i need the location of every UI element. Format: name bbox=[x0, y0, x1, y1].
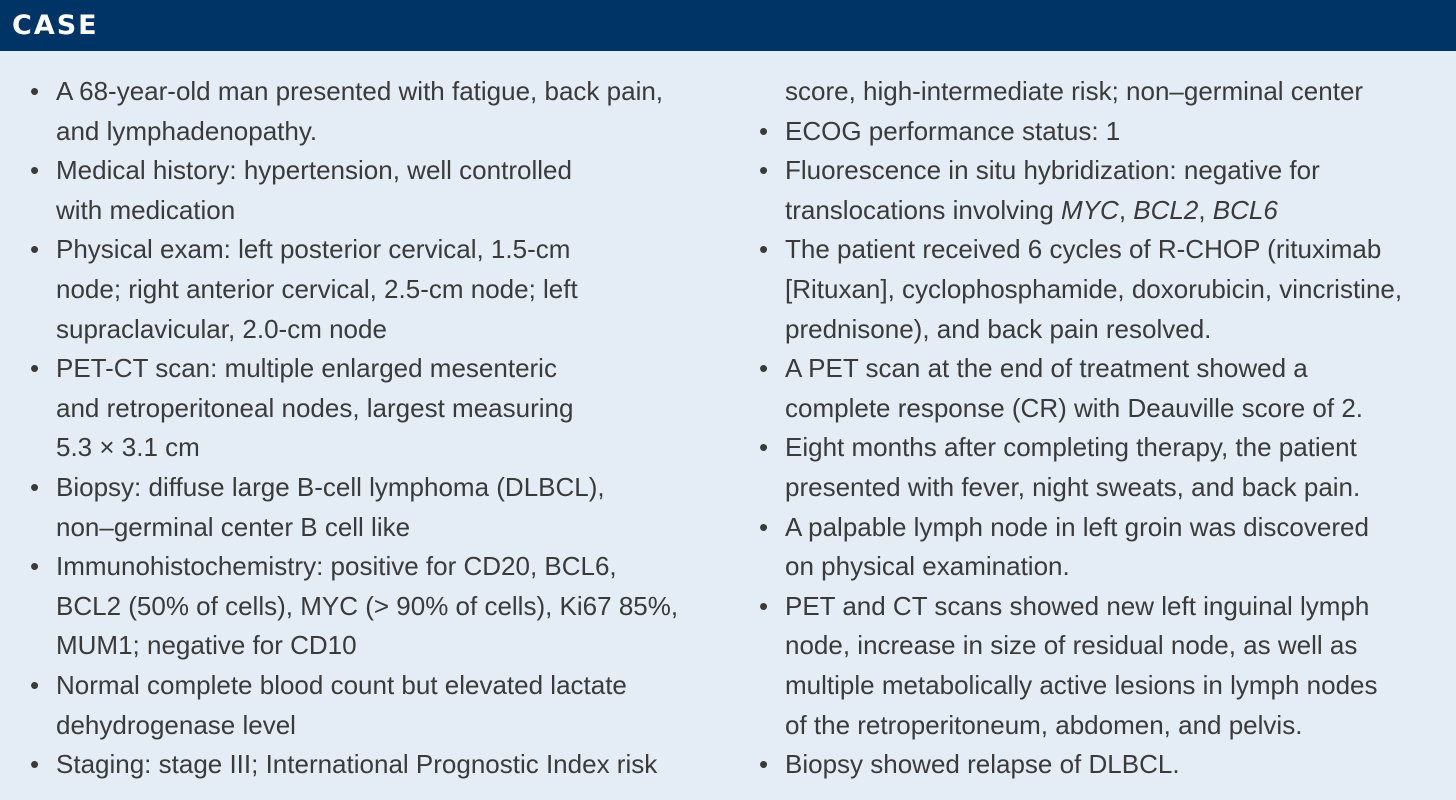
list-item-pet-ct-relapse: • PET and CT scans showed new left inguinal lymph node, increase in size of residual node, as well as multiple metabolically active lesions in lymph nodes of the retroperitoneum, abdomen, and pelvis. bbox=[759, 587, 1449, 745]
list-item-pet-ct: • PET-CT scan: multiple enlarged mesenteric and retroperitoneal nodes, largest measuring 5.3 × 3.1 cm bbox=[30, 349, 720, 468]
list-item-medical-history: • Medical history: hypertension, well controlled with medication bbox=[30, 151, 720, 230]
list-item-relapse-symptoms: • Eight months after completing therapy, the patient presented with fever, night sweats, and back pain. bbox=[759, 428, 1449, 507]
list-item-staging-continued: score, high-intermediate risk; non–germinal center bbox=[785, 76, 1364, 106]
list-item-fish: • Fluorescence in situ hybridization: negative for translocations involving MYC, BCL2, BCL6 bbox=[759, 151, 1449, 230]
list-item-pet-response: • A PET scan at the end of treatment showed a complete response (CR) with Deauville score of 2. bbox=[759, 349, 1449, 428]
gene-bcl2: BCL2 bbox=[1133, 194, 1199, 225]
right-column bbox=[759, 72, 1449, 785]
list-item-lymph-node: • A palpable lymph node in left groin was discovered on physical examination. bbox=[759, 508, 1449, 587]
case-header bbox=[0, 0, 1456, 51]
list-item-blood-count: • Normal complete blood count but elevated lactate dehydrogenase level bbox=[30, 666, 720, 745]
header-title: CASE bbox=[12, 10, 99, 41]
list-item-immunohistochemistry: • Immunohistochemistry: positive for CD20, BCL6, BCL2 (50% of cells), MYC (> 90% of cells), Ki67 85%, MUM1; negative for CD10 bbox=[30, 547, 720, 666]
list-item-ecog: • ECOG performance status: 1 bbox=[759, 112, 1449, 152]
list-item-staging: • Staging: stage III; International Prognostic Index risk bbox=[30, 745, 720, 785]
list-item-physical-exam: • Physical exam: left posterior cervical, 1.5-cm node; right anterior cervical, 2.5-cm node; left supraclavicular, 2.0-cm node bbox=[30, 230, 720, 349]
left-column bbox=[30, 72, 720, 785]
list-item-presentation: • A 68-year-old man presented with fatigue, back pain, and lymphadenopathy. bbox=[30, 72, 720, 151]
case-content bbox=[0, 51, 1456, 800]
gene-bcl6: BCL6 bbox=[1212, 194, 1278, 225]
gene-myc: MYC bbox=[1061, 194, 1119, 225]
list-item-biopsy: • Biopsy: diffuse large B-cell lymphoma (DLBCL), non–germinal center B cell like bbox=[30, 468, 720, 547]
list-item-r-chop: • The patient received 6 cycles of R-CHOP (rituximab [Rituxan], cyclophosphamide, doxorubicin, vincristine, prednisone), and back pain resolved. bbox=[759, 230, 1449, 349]
list-item-biopsy-relapse: • Biopsy showed relapse of DLBCL. bbox=[759, 745, 1449, 785]
